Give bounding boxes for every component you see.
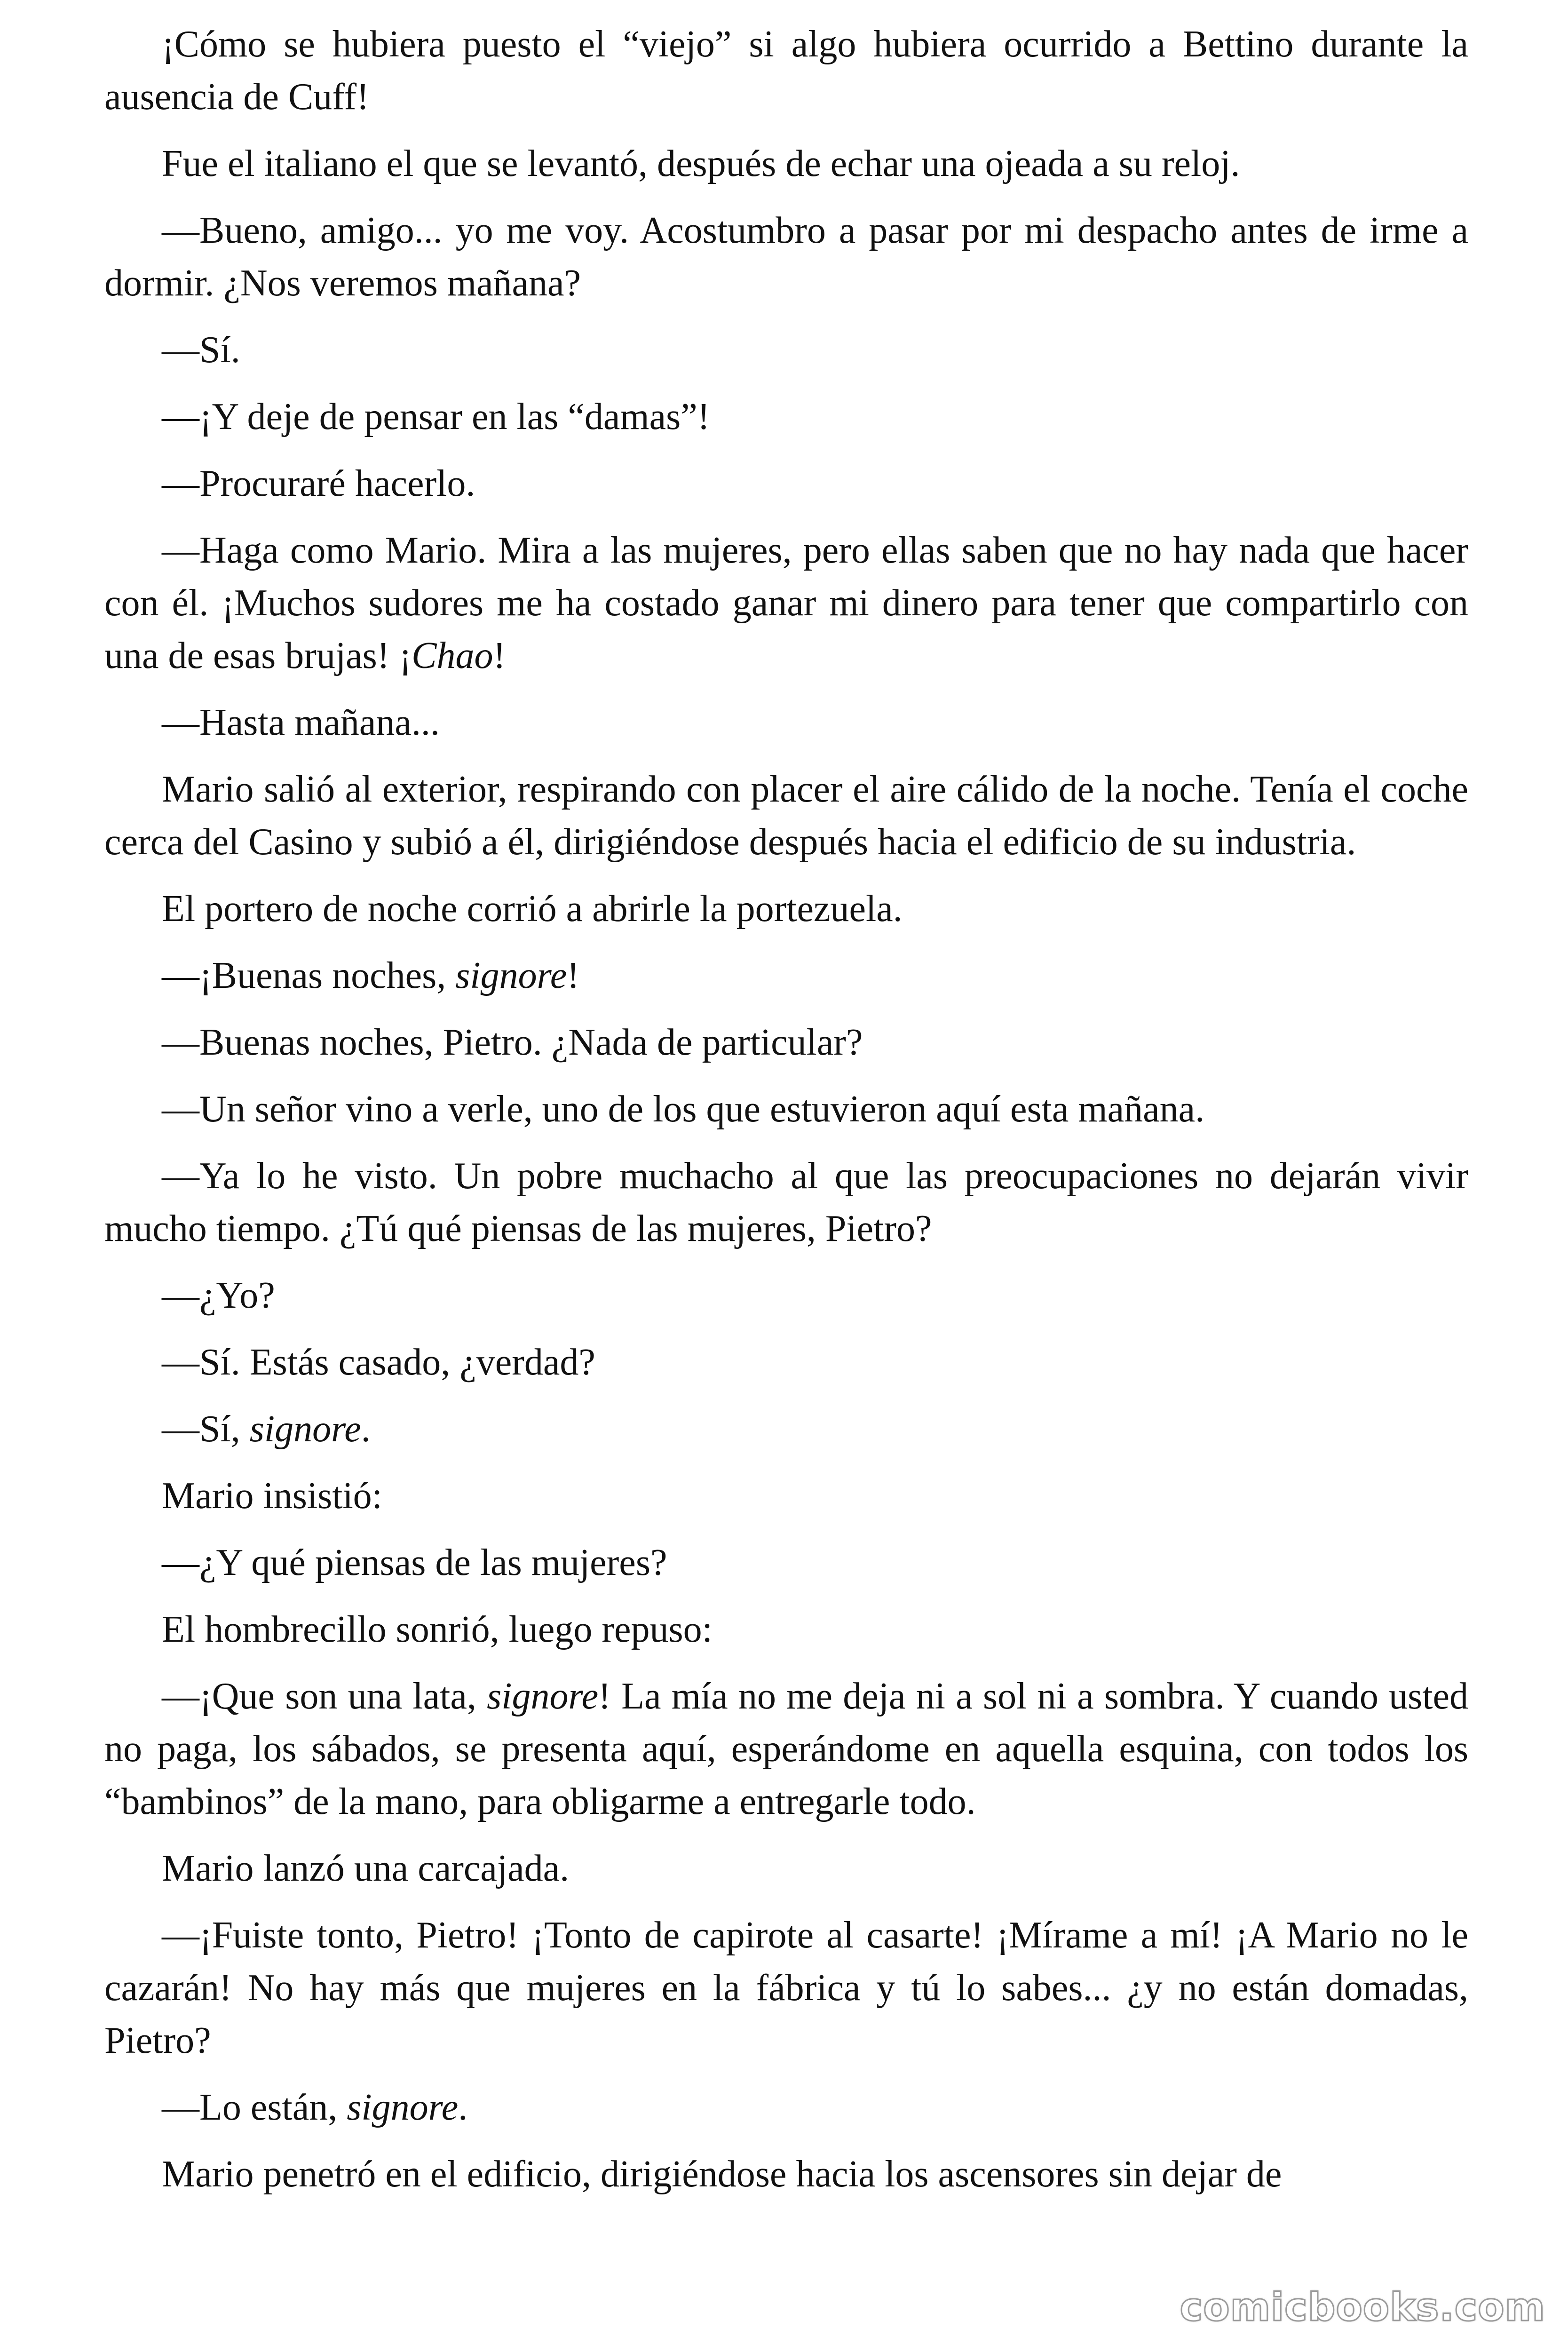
paragraph [104,696,1468,749]
paragraph [104,457,1468,510]
text-run: —Haga como Mario. Mira a las mujeres, pero ellas saben que no hay nada que hacer con él. ¡Muchos sudores me ha costado ganar mi dinero para tener que compartirlo con una de esas brujas! ¡ [104,530,1468,676]
text-run: —¡Y deje de pensar en las “damas”! [162,396,710,437]
text-run: ! La mía no me deja ni a sol ni a sombra. Y cuando usted no paga, los sábados, se presenta aquí, esperándome en aquella esquina, con todos los “bambinos” de la mano, para obligarme a entregarle todo. [104,1676,1468,1822]
paragraph [104,1670,1468,1828]
paragraph [104,882,1468,935]
paragraph [104,1336,1468,1389]
paragraph [104,18,1468,123]
paragraph [104,2081,1468,2134]
paragraph [104,1603,1468,1656]
text-run: Mario salió al exterior, respirando con placer el aire cálido de la noche. Tenía el coche cerca del Casino y subió a él, dirigiéndose después hacia el edificio de su industria. [104,769,1468,863]
text-run: Mario penetró en el edificio, dirigiéndose hacia los ascensores sin dejar de [162,2153,1282,2195]
paragraph [104,2148,1468,2201]
paragraph [104,1909,1468,2067]
paragraph [104,1150,1468,1255]
text-run: —¡Fuiste tonto, Pietro! ¡Tonto de capirote al casarte! ¡Mírame a mí! ¡A Mario no le cazarán! No hay más que mujeres en la fábrica y tú lo sabes... ¿y no están domadas, Pietro? [104,1915,1468,2061]
text-run: —Lo están, [162,2087,347,2128]
text-run: —Buenas noches, Pietro. ¿Nada de particular? [162,1022,863,1063]
italic-text: signore [455,955,567,996]
italic-text: signore [487,1676,599,1717]
body-text [104,18,1468,2215]
paragraph [104,1403,1468,1455]
italic-text: signore [347,2087,459,2128]
paragraph [104,390,1468,443]
text-run: El hombrecillo sonrió, luego repuso: [162,1609,713,1650]
text-run: . [361,1408,371,1450]
italic-text: signore [249,1408,361,1450]
paragraph [104,1842,1468,1895]
text-run: ! [493,635,506,676]
text-run: —Un señor vino a verle, uno de los que estuvieron aquí esta mañana. [162,1089,1205,1130]
paragraph [104,1536,1468,1589]
paragraph [104,324,1468,376]
text-run: —Procuraré hacerlo. [162,463,475,504]
text-run: —Sí, [162,1408,250,1450]
text-run: —Ya lo he visto. Un pobre muchacho al que las preocupaciones no dejarán vivir mucho tiempo. ¿Tú qué piensas de las mujeres, Pietro? [104,1155,1468,1249]
text-run: ¡Cómo se hubiera puesto el “viejo” si algo hubiera ocurrido a Bettino durante la ausencia de Cuff! [104,24,1468,118]
watermark: comicbooks.com [1177,2285,1548,2330]
text-run: —¿Yo? [162,1275,275,1316]
text-run: . [458,2087,468,2128]
text-run: Mario lanzó una carcajada. [162,1848,570,1889]
text-run: —¡Que son una lata, [162,1676,487,1717]
text-run: —¡Buenas noches, [162,955,456,996]
paragraph [104,1083,1468,1136]
text-run: El portero de noche corrió a abrirle la portezuela. [162,888,903,930]
paragraph [104,524,1468,682]
paragraph [104,949,1468,1002]
paragraph [104,1269,1468,1322]
text-run: Mario insistió: [162,1475,382,1517]
text-run: —¿Y qué piensas de las mujeres? [162,1542,667,1583]
text-run: Fue el italiano el que se levantó, después de echar una ojeada a su reloj. [162,143,1240,184]
text-run: —Sí. [162,329,240,371]
text-run: ! [567,955,579,996]
italic-text: Chao [412,635,493,676]
text-run: —Bueno, amigo... yo me voy. Acostumbro a pasar por mi despacho antes de irme a dormir. ¿Nos veremos mañana? [104,210,1468,304]
text-run: —Hasta mañana... [162,702,440,743]
paragraph [104,763,1468,868]
text-run: —Sí. Estás casado, ¿verdad? [162,1342,595,1383]
paragraph [104,204,1468,310]
paragraph [104,1470,1468,1522]
paragraph [104,1016,1468,1069]
paragraph [104,137,1468,190]
